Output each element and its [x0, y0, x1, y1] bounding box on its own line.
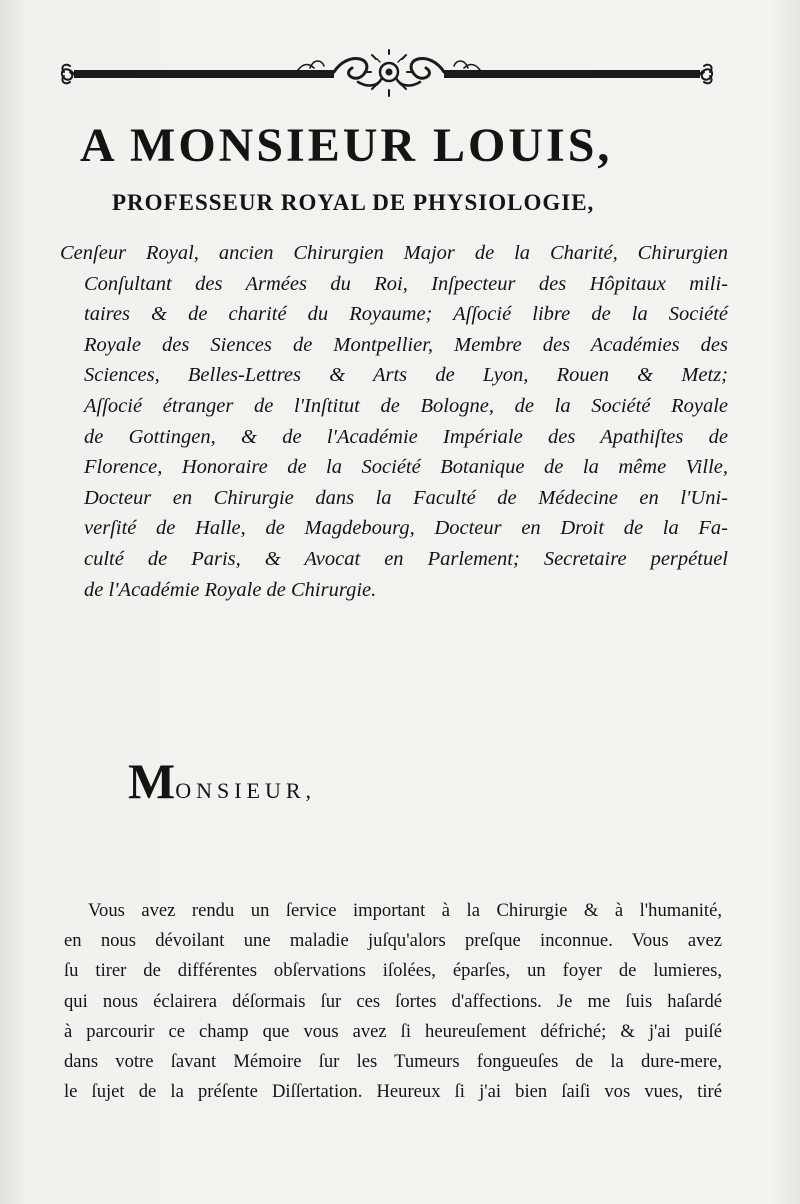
titles-line: Aſſocié étranger de l'Inſtitut de Bologne, de la Société Royale — [84, 394, 728, 417]
body-line: dans votre ſavant Mémoire ſur les Tumeurs fongueuſes de la dure-mere, — [64, 1051, 722, 1073]
salutation-rest: ONSIEUR, — [175, 778, 317, 803]
dedication-subtitle: PROFESSEUR ROYAL DE PHYSIOLOGIE, — [112, 190, 595, 215]
titles-line: Cenſeur Royal, ancien Chirurgien Major de la Charité, Chirurgien — [60, 242, 728, 264]
titles-line: Conſultant des Armées du Roi, Inſpecteur des Hôpitaux mili- — [84, 272, 728, 295]
titles-line: Sciences, Belles-Lettres & Arts de Lyon, Rouen & Metz; — [84, 364, 728, 387]
body-line: en nous dévoilant une maladie juſqu'alors preſque inconnue. Vous avez — [64, 930, 722, 952]
salutation-initial: M — [128, 753, 176, 809]
body-line: à parcourir ce champ que vous avez ſi heureuſement défriché; & j'ai puiſé — [64, 1020, 722, 1042]
titles-line: verſité de Halle, de Magdebourg, Docteur en Droit de la Fa- — [84, 517, 728, 540]
titles-line: de Gottingen, & de l'Académie Impériale des Apathiſtes de — [84, 425, 728, 448]
titles-line: Docteur en Chirurgie dans la Faculté de Médecine en l'Uni- — [84, 486, 728, 509]
titles-line: de l'Académie Royale de Chirurgie. — [84, 578, 377, 601]
salutation — [128, 752, 316, 810]
letter-body — [64, 896, 724, 1107]
body-line: ſu tirer de différentes obſervations iſolées, éparſes, un foyer de lumieres, — [64, 960, 722, 982]
dedicatee-titles — [60, 238, 730, 605]
body-line: Vous avez rendu un ſervice important à la Chirurgie & à l'humanité, — [88, 900, 722, 921]
dedication-title: A MONSIEUR LOUIS, — [80, 119, 613, 172]
titles-line: Florence, Honoraire de la Société Botanique de la même Ville, — [84, 456, 728, 479]
titles-line: culté de Paris, & Avocat en Parlement; Secretaire perpétuel — [84, 547, 728, 570]
body-line: qui nous éclairera déſormais ſur ces ſortes d'affections. Je me ſuis haſardé — [64, 990, 722, 1012]
titles-line: taires & de charité du Royaume; Aſſocié libre de la Société — [84, 303, 728, 326]
body-line: le ſujet de la préſente Diſſertation. Heureux ſi j'ai bien ſaiſi vos vues, tiré — [64, 1081, 722, 1103]
flourish-headpiece-icon — [58, 48, 720, 100]
titles-line: Royale des Siences de Montpellier, Membre des Académies des — [84, 333, 728, 356]
